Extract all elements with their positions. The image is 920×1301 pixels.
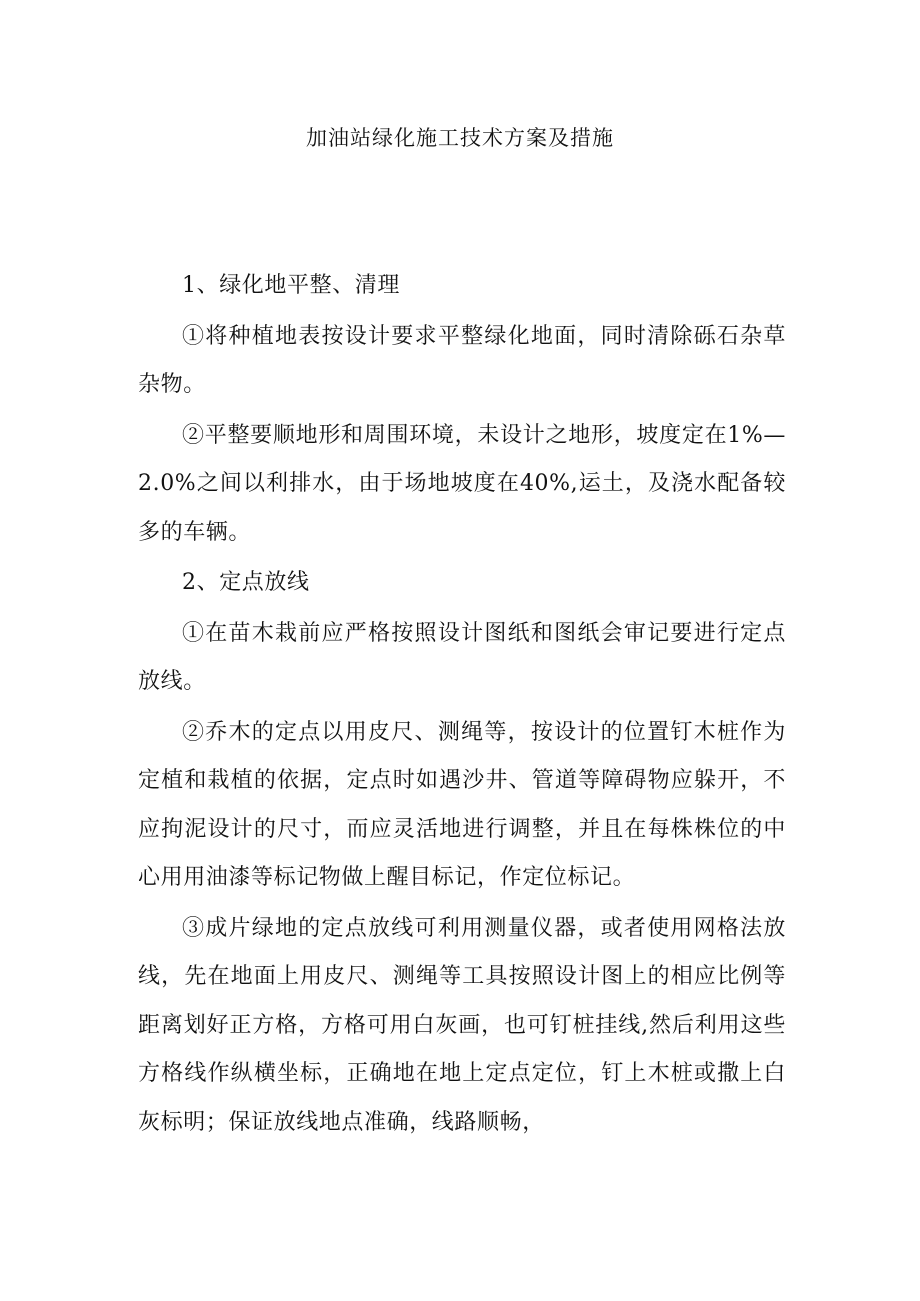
- document-body: [138, 262, 786, 1149]
- document-title: 加油站绿化施工技术方案及措施: [306, 126, 614, 150]
- section-heading-2: 2、定点放线: [182, 570, 310, 595]
- paragraph-2-1: ①在苗木栽前应严格按照设计图纸和图纸会审记要进行定点放线。: [138, 620, 786, 694]
- paragraph-2-2: ②乔木的定点以用皮尺、测绳等，按设计的位置钉木桩作为定植和栽植的依据，定点时如遇沙井、管道等障碍物应躲开，不应拘泥设计的尺寸，而应灵活地进行调整，并且在每株株位的中心用用油漆等标记物做上醒目标记，作定位标记。: [138, 719, 786, 890]
- section-heading-1: 1、绿化地平整、清理: [182, 273, 400, 298]
- paragraph-1-1: ①将种植地表按设计要求平整绿化地面，同时清除砾石杂草杂物。: [138, 323, 786, 397]
- paragraph-1-2: ②平整要顺地形和周围环境，未设计之地形，坡度定在1%—2.0%之间以利排水，由于场地坡度在40%,运土，及浇水配备较多的车辆。: [138, 422, 786, 545]
- paragraph-2-3: ③成片绿地的定点放线可利用测量仪器，或者使用网格法放线，先在地面上用皮尺、测绳等工具按照设计图上的相应比例等距离划好正方格，方格可用白灰画，也可钉桩挂线,然后利用这些方格线作纵横坐标，正确地在地上定点定位，钉上木桩或撒上白灰标明；保证放线地点准确，线路顺畅，: [138, 915, 786, 1135]
